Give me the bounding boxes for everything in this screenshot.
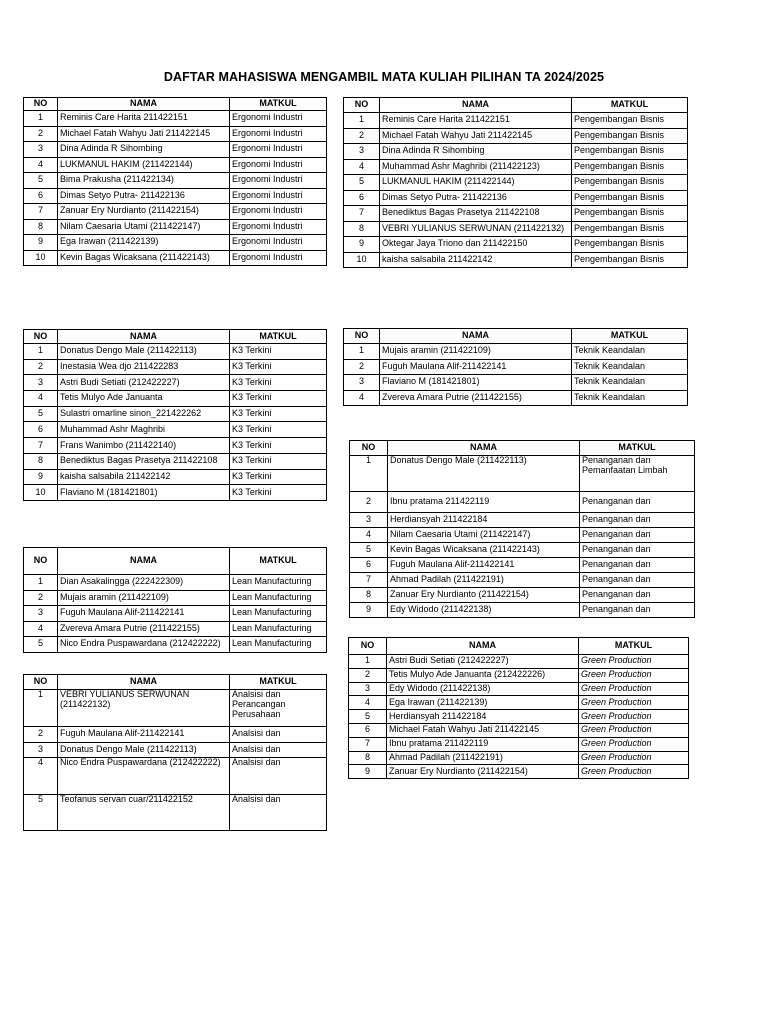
cell-nama: Muhammad Ashr Maghribi — [58, 422, 230, 438]
cell-nama: Tetis Mulyo Ade Januanta — [58, 391, 230, 407]
table-row — [24, 621, 327, 637]
cell-nama: Ega Irawan (211422139) — [58, 235, 230, 251]
cell-nama: Dian Asakalingga (222422309) — [58, 575, 230, 591]
cell-nama: Inestasia Wea djo 211422283 — [58, 359, 230, 375]
table-analisis-perancangan — [23, 674, 327, 831]
table-lean-manufacturing — [23, 547, 327, 653]
cell-matkul: Penanganan dan — [580, 558, 695, 573]
cell-no: 7 — [344, 206, 380, 222]
cell-nama: VEBRI YULIANUS SERWUNAN (211422132) — [380, 221, 572, 237]
cell-nama: Ahmad Padilah (211422191) — [387, 751, 579, 765]
cell-matkul: Lean Manufacturing — [230, 621, 327, 637]
table-row — [350, 543, 695, 558]
table-row — [349, 668, 689, 682]
table-row — [349, 723, 689, 737]
header-matkul: MATKUL — [230, 675, 327, 690]
table-row — [349, 737, 689, 751]
cell-nama: Ibnu pratama 211422119 — [387, 737, 579, 751]
table-row — [24, 406, 327, 422]
table-teknik-keandalan — [343, 328, 688, 406]
cell-matkul: Ergonomi Industri — [230, 188, 327, 204]
cell-nama: Ahmad Padilah (211422191) — [388, 573, 580, 588]
cell-matkul: Ergonomi Industri — [230, 235, 327, 251]
cell-nama: Tetis Mulyo Ade Januanta (212422226) — [387, 668, 579, 682]
cell-no: 8 — [349, 751, 387, 765]
cell-matkul: Pengembangan Bisnis — [572, 159, 688, 175]
cell-no: 6 — [24, 188, 58, 204]
cell-matkul: Ergonomi Industri — [230, 111, 327, 127]
table-row — [24, 344, 327, 360]
cell-nama: Zanuar Ery Nurdianto (211422154) — [387, 765, 579, 779]
header-nama: NAMA — [58, 330, 230, 344]
cell-nama: Michael Fatah Wahyu Jati 211422145 — [380, 128, 572, 144]
cell-no: 3 — [344, 144, 380, 160]
cell-no: 1 — [24, 690, 58, 727]
cell-nama: Zanuar Ery Nurdianto (211422154) — [388, 588, 580, 603]
cell-no: 10 — [344, 252, 380, 268]
table-row — [344, 221, 688, 237]
cell-matkul: Analsisi dan — [230, 795, 327, 831]
table-penanganan-limbah — [349, 440, 695, 618]
cell-matkul: K3 Terkini — [230, 344, 327, 360]
cell-nama: Flaviano M (181421801) — [380, 375, 572, 391]
header-matkul: MATKUL — [580, 441, 695, 456]
cell-nama: Mujais aramin (211422109) — [58, 590, 230, 606]
cell-matkul: Ergonomi Industri — [230, 173, 327, 189]
cell-nama: Edy Widodo (211422138) — [388, 603, 580, 618]
table-k3-terkini — [23, 329, 327, 501]
table-row — [24, 590, 327, 606]
cell-no: 4 — [344, 390, 380, 406]
cell-matkul: Penanganan dan Pemanfaatan Limbah — [580, 456, 695, 492]
header-nama: NAMA — [380, 98, 572, 113]
table-row — [344, 359, 688, 375]
table-header-row — [24, 98, 327, 111]
cell-nama: kaisha salsabila 211422142 — [58, 469, 230, 485]
cell-nama: Zvereva Amara Putrie (211422155) — [380, 390, 572, 406]
cell-nama: Edy Widodo (211422138) — [387, 682, 579, 696]
cell-nama: Kevin Bagas Wicaksana (211422143) — [388, 543, 580, 558]
cell-no: 3 — [349, 682, 387, 696]
cell-matkul: Lean Manufacturing — [230, 590, 327, 606]
cell-matkul: Ergonomi Industri — [230, 126, 327, 142]
table-row — [344, 252, 688, 268]
header-matkul: MATKUL — [230, 98, 327, 111]
table-row — [24, 485, 327, 501]
cell-no: 4 — [349, 696, 387, 710]
cell-nama: Nilam Caesaria Utami (211422147) — [58, 219, 230, 235]
header-nama: NAMA — [58, 675, 230, 690]
cell-nama: Donatus Dengo Male (211422113) — [388, 456, 580, 492]
cell-matkul: Teknik Keandalan — [572, 375, 688, 391]
cell-no: 9 — [24, 469, 58, 485]
cell-no: 5 — [24, 795, 58, 831]
cell-nama: Donatus Dengo Male (211422113) — [58, 344, 230, 360]
cell-no: 4 — [24, 758, 58, 795]
cell-nama: Reminis Care Harita 211422151 — [380, 113, 572, 129]
cell-nama: Nico Endra Puspawardana (212422222) — [58, 758, 230, 795]
cell-no: 9 — [24, 235, 58, 251]
cell-matkul: Green Production — [579, 696, 689, 710]
cell-nama: Ibnu pratama 211422119 — [388, 492, 580, 513]
header-nama: NAMA — [58, 98, 230, 111]
table-row — [24, 758, 327, 795]
header-no: NO — [349, 638, 387, 655]
table-row — [344, 128, 688, 144]
cell-nama: Muhammad Ashr Maghribi (211422123) — [380, 159, 572, 175]
table-header-row — [24, 548, 327, 575]
table-row — [350, 513, 695, 528]
table-row — [24, 204, 327, 220]
cell-no: 7 — [349, 737, 387, 751]
table-green-production — [348, 637, 689, 779]
cell-matkul: K3 Terkini — [230, 422, 327, 438]
header-nama: NAMA — [387, 638, 579, 655]
cell-matkul: Ergonomi Industri — [230, 142, 327, 158]
cell-matkul: Pengembangan Bisnis — [572, 206, 688, 222]
header-matkul: MATKUL — [230, 548, 327, 575]
cell-nama: Fuguh Maulana Alif-211422141 — [380, 359, 572, 375]
table-pengembangan-bisnis — [343, 97, 688, 268]
cell-matkul: K3 Terkini — [230, 469, 327, 485]
cell-no: 7 — [24, 438, 58, 454]
cell-no: 9 — [344, 237, 380, 253]
table-row — [349, 655, 689, 669]
cell-no: 3 — [24, 606, 58, 622]
table-row — [344, 237, 688, 253]
cell-matkul: Analsisi dan — [230, 727, 327, 743]
cell-no: 2 — [344, 128, 380, 144]
cell-no: 6 — [349, 723, 387, 737]
table-row — [24, 359, 327, 375]
table-header-row — [349, 638, 689, 655]
table-row — [349, 765, 689, 779]
cell-no: 8 — [24, 453, 58, 469]
table-row — [350, 528, 695, 543]
table-row — [24, 795, 327, 831]
cell-no: 5 — [24, 406, 58, 422]
table-row — [24, 453, 327, 469]
cell-matkul: Lean Manufacturing — [230, 637, 327, 653]
cell-nama: Fuguh Maulana Alif-211422141 — [58, 606, 230, 622]
table-row — [349, 682, 689, 696]
cell-nama: Michael Fatah Wahyu Jati 211422145 — [58, 126, 230, 142]
table-row — [24, 438, 327, 454]
cell-no: 6 — [350, 558, 388, 573]
cell-no: 9 — [350, 603, 388, 618]
cell-nama: VEBRI YULIANUS SERWUNAN (211422132) — [58, 690, 230, 727]
table-row — [344, 144, 688, 160]
table-row — [344, 206, 688, 222]
cell-no: 1 — [24, 575, 58, 591]
table-row — [349, 696, 689, 710]
cell-matkul: Green Production — [579, 751, 689, 765]
cell-nama: Reminis Care Harita 211422151 — [58, 111, 230, 127]
table-row — [24, 126, 327, 142]
cell-no: 5 — [350, 543, 388, 558]
cell-matkul: Green Production — [579, 655, 689, 669]
cell-matkul: Penanganan dan — [580, 588, 695, 603]
table-row — [24, 235, 327, 251]
cell-no: 4 — [344, 159, 380, 175]
header-matkul: MATKUL — [572, 98, 688, 113]
cell-no: 3 — [24, 742, 58, 758]
cell-matkul: Green Production — [579, 710, 689, 724]
cell-matkul: Pengembangan Bisnis — [572, 190, 688, 206]
cell-matkul: Pengembangan Bisnis — [572, 128, 688, 144]
cell-matkul: Pengembangan Bisnis — [572, 113, 688, 129]
cell-matkul: K3 Terkini — [230, 485, 327, 501]
cell-no: 2 — [24, 590, 58, 606]
table-row — [24, 142, 327, 158]
table-row — [24, 637, 327, 653]
cell-matkul: Lean Manufacturing — [230, 606, 327, 622]
header-matkul: MATKUL — [579, 638, 689, 655]
cell-matkul: Penanganan dan — [580, 513, 695, 528]
cell-matkul: Ergonomi Industri — [230, 204, 327, 220]
cell-nama: Donatus Dengo Male (211422113) — [58, 742, 230, 758]
table-row — [24, 188, 327, 204]
cell-nama: Astri Budi Setiati (212422227) — [387, 655, 579, 669]
header-no: NO — [24, 675, 58, 690]
cell-nama: Michael Fatah Wahyu Jati 211422145 — [387, 723, 579, 737]
table-row — [344, 190, 688, 206]
cell-nama: Fuguh Maulana Alif-211422141 — [58, 727, 230, 743]
cell-nama: Dimas Setyo Putra- 211422136 — [58, 188, 230, 204]
cell-no: 2 — [350, 492, 388, 513]
table-row — [350, 603, 695, 618]
table-row — [24, 469, 327, 485]
table-row — [350, 573, 695, 588]
table-header-row — [24, 675, 327, 690]
cell-matkul: Pengembangan Bisnis — [572, 221, 688, 237]
header-no: NO — [344, 98, 380, 113]
cell-no: 4 — [24, 157, 58, 173]
table-ergonomi — [23, 97, 327, 266]
cell-nama: Fuguh Maulana Alif-211422141 — [388, 558, 580, 573]
cell-nama: Nico Endra Puspawardana (212422222) — [58, 637, 230, 653]
cell-nama: LUKMANUL HAKIM (211422144) — [58, 157, 230, 173]
table-row — [24, 157, 327, 173]
cell-no: 3 — [344, 375, 380, 391]
cell-no: 9 — [349, 765, 387, 779]
table-row — [24, 219, 327, 235]
cell-matkul: Green Production — [579, 723, 689, 737]
cell-matkul: Penanganan dan — [580, 573, 695, 588]
cell-matkul: Pengembangan Bisnis — [572, 144, 688, 160]
cell-matkul: K3 Terkini — [230, 375, 327, 391]
cell-matkul: K3 Terkini — [230, 453, 327, 469]
cell-matkul: Pengembangan Bisnis — [572, 237, 688, 253]
cell-matkul: Penanganan dan — [580, 543, 695, 558]
cell-matkul: Penanganan dan — [580, 492, 695, 513]
table-row — [24, 690, 327, 727]
cell-no: 2 — [349, 668, 387, 682]
cell-nama: Teofanus servan cuar/211422152 — [58, 795, 230, 831]
cell-nama: Herdiansyah 211422184 — [387, 710, 579, 724]
cell-matkul: Analsisi dan — [230, 742, 327, 758]
table-row — [24, 391, 327, 407]
table-row — [344, 375, 688, 391]
table-row — [24, 111, 327, 127]
cell-nama: Dina Adinda R Sihombing — [58, 142, 230, 158]
cell-matkul: Penanganan dan — [580, 603, 695, 618]
cell-no: 10 — [24, 485, 58, 501]
cell-nama: kaisha salsabila 211422142 — [380, 252, 572, 268]
cell-no: 1 — [24, 111, 58, 127]
table-row — [344, 344, 688, 360]
cell-matkul: Ergonomi Industri — [230, 157, 327, 173]
cell-nama: Herdiansyah 211422184 — [388, 513, 580, 528]
header-no: NO — [350, 441, 388, 456]
cell-no: 2 — [344, 359, 380, 375]
header-nama: NAMA — [388, 441, 580, 456]
table-row — [344, 390, 688, 406]
cell-nama: Bima Prakusha (211422134) — [58, 173, 230, 189]
cell-matkul: Pengembangan Bisnis — [572, 252, 688, 268]
header-no: NO — [344, 329, 380, 344]
cell-no: 1 — [350, 456, 388, 492]
cell-matkul: K3 Terkini — [230, 406, 327, 422]
cell-no: 7 — [24, 204, 58, 220]
cell-nama: Flaviano M (181421801) — [58, 485, 230, 501]
cell-no: 1 — [24, 344, 58, 360]
cell-nama: Benediktus Bagas Prasetya 211422108 — [58, 453, 230, 469]
cell-no: 5 — [344, 175, 380, 191]
cell-no: 4 — [350, 528, 388, 543]
cell-matkul: Green Production — [579, 737, 689, 751]
table-header-row — [344, 329, 688, 344]
cell-matkul: Lean Manufacturing — [230, 575, 327, 591]
cell-no: 2 — [24, 727, 58, 743]
cell-nama: Ega Irawan (211422139) — [387, 696, 579, 710]
table-row — [350, 492, 695, 513]
cell-nama: Frans Wanimbo (211422140) — [58, 438, 230, 454]
cell-no: 5 — [349, 710, 387, 724]
cell-nama: Sulastri omarline sinon_221422262 — [58, 406, 230, 422]
table-row — [24, 606, 327, 622]
cell-matkul: Analsisi dan Perancangan Perusahaan — [230, 690, 327, 727]
cell-no: 3 — [24, 142, 58, 158]
cell-no: 10 — [24, 250, 58, 266]
cell-no: 3 — [350, 513, 388, 528]
cell-matkul: Green Production — [579, 668, 689, 682]
table-row — [350, 558, 695, 573]
cell-nama: Kevin Bagas Wicaksana (211422143) — [58, 250, 230, 266]
table-row — [24, 250, 327, 266]
table-header-row — [24, 330, 327, 344]
cell-matkul: Teknik Keandalan — [572, 344, 688, 360]
cell-no: 8 — [344, 221, 380, 237]
cell-no: 8 — [350, 588, 388, 603]
cell-nama: Mujais aramin (211422109) — [380, 344, 572, 360]
header-matkul: MATKUL — [230, 330, 327, 344]
table-row — [24, 375, 327, 391]
header-nama: NAMA — [58, 548, 230, 575]
cell-no: 1 — [349, 655, 387, 669]
table-row — [24, 742, 327, 758]
table-row — [344, 159, 688, 175]
cell-matkul: K3 Terkini — [230, 391, 327, 407]
cell-nama: Zanuar Ery Nurdianto (211422154) — [58, 204, 230, 220]
cell-no: 2 — [24, 359, 58, 375]
cell-matkul: Teknik Keandalan — [572, 390, 688, 406]
cell-no: 1 — [344, 113, 380, 129]
cell-nama: LUKMANUL HAKIM (211422144) — [380, 175, 572, 191]
cell-nama: Zvereva Amara Putrie (211422155) — [58, 621, 230, 637]
cell-no: 3 — [24, 375, 58, 391]
cell-nama: Astri Budi Setiati (212422227) — [58, 375, 230, 391]
header-matkul: MATKUL — [572, 329, 688, 344]
cell-matkul: Teknik Keandalan — [572, 359, 688, 375]
cell-no: 5 — [24, 637, 58, 653]
cell-no: 6 — [344, 190, 380, 206]
table-row — [24, 173, 327, 189]
header-no: NO — [24, 330, 58, 344]
cell-no: 2 — [24, 126, 58, 142]
cell-nama: Oktegar Jaya Triono dan 211422150 — [380, 237, 572, 253]
cell-nama: Dimas Setyo Putra- 211422136 — [380, 190, 572, 206]
cell-matkul: Penanganan dan — [580, 528, 695, 543]
table-row — [24, 422, 327, 438]
cell-no: 7 — [350, 573, 388, 588]
cell-no: 6 — [24, 422, 58, 438]
cell-nama: Dina Adinda R Sihombing — [380, 144, 572, 160]
cell-matkul: Green Production — [579, 765, 689, 779]
cell-matkul: K3 Terkini — [230, 359, 327, 375]
cell-nama: Benediktus Bagas Prasetya 211422108 — [380, 206, 572, 222]
table-header-row — [344, 98, 688, 113]
cell-no: 8 — [24, 219, 58, 235]
table-row — [344, 175, 688, 191]
cell-nama: Nilam Caesaria Utami (211422147) — [388, 528, 580, 543]
table-row — [344, 113, 688, 129]
document-title: DAFTAR MAHASISWA MENGAMBIL MATA KULIAH PILIHAN TA 2024/2025 — [163, 70, 605, 84]
table-row — [349, 751, 689, 765]
cell-matkul: Analsisi dan — [230, 758, 327, 795]
header-no: NO — [24, 548, 58, 575]
cell-no: 5 — [24, 173, 58, 189]
header-nama: NAMA — [380, 329, 572, 344]
table-header-row — [350, 441, 695, 456]
cell-matkul: Ergonomi Industri — [230, 250, 327, 266]
table-row — [350, 456, 695, 492]
header-no: NO — [24, 98, 58, 111]
cell-matkul: Ergonomi Industri — [230, 219, 327, 235]
table-row — [24, 727, 327, 743]
cell-no: 4 — [24, 391, 58, 407]
cell-matkul: Green Production — [579, 682, 689, 696]
cell-no: 4 — [24, 621, 58, 637]
table-row — [350, 588, 695, 603]
cell-matkul: Pengembangan Bisnis — [572, 175, 688, 191]
cell-matkul: K3 Terkini — [230, 438, 327, 454]
table-row — [349, 710, 689, 724]
table-row — [24, 575, 327, 591]
cell-no: 1 — [344, 344, 380, 360]
